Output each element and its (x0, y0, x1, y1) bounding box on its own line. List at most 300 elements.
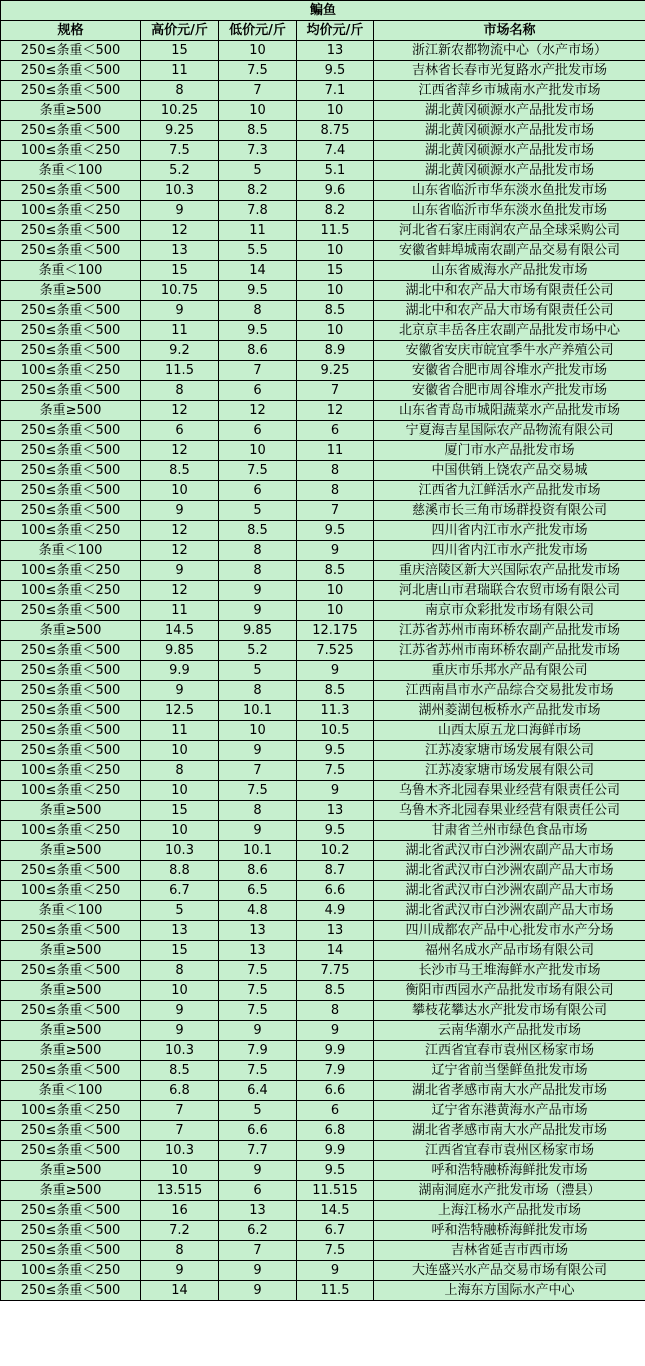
spec-cell: 250≤条重＜500 (1, 701, 141, 721)
spec-cell: 条重≥500 (1, 281, 141, 301)
header-avg-price: 均价元/斤 (297, 21, 374, 41)
market-name-cell: 江苏凌家塘市场发展有限公司 (374, 761, 645, 781)
high-price-cell: 10 (141, 1161, 219, 1181)
low-price-cell: 7 (219, 361, 297, 381)
avg-price-cell: 7.1 (297, 81, 374, 101)
spec-cell: 条重≥500 (1, 1181, 141, 1201)
table-row (1, 761, 645, 781)
avg-price-cell: 11.5 (297, 221, 374, 241)
market-name-cell: 四川成都农产品中心批发市水产分场 (374, 921, 645, 941)
low-price-cell: 7 (219, 81, 297, 101)
table-row (1, 1061, 645, 1081)
table-row (1, 241, 645, 261)
high-price-cell: 7 (141, 1101, 219, 1121)
market-name-cell: 云南华潮水产品批发市场 (374, 1021, 645, 1041)
market-name-cell: 河北省石家庄雨润农产品全球采购公司 (374, 221, 645, 241)
market-name-cell: 呼和浩特融桥海鲜批发市场 (374, 1161, 645, 1181)
spec-cell: 250≤条重＜500 (1, 961, 141, 981)
spec-cell: 250≤条重＜500 (1, 341, 141, 361)
market-name-cell: 福州名成水产品市场有限公司 (374, 941, 645, 961)
low-price-cell: 9 (219, 1261, 297, 1281)
table-row (1, 1101, 645, 1121)
avg-price-cell: 13 (297, 41, 374, 61)
table-row (1, 741, 645, 761)
table-title: 鳊鱼 (1, 1, 645, 21)
spec-cell: 250≤条重＜500 (1, 241, 141, 261)
avg-price-cell: 6.6 (297, 881, 374, 901)
high-price-cell: 11 (141, 721, 219, 741)
high-price-cell: 9.2 (141, 341, 219, 361)
avg-price-cell: 8.5 (297, 681, 374, 701)
high-price-cell: 14.5 (141, 621, 219, 641)
spec-cell: 250≤条重＜500 (1, 181, 141, 201)
table-row (1, 601, 645, 621)
spec-cell: 条重≥500 (1, 1161, 141, 1181)
market-name-cell: 山西太原五龙口海鲜市场 (374, 721, 645, 741)
high-price-cell: 15 (141, 941, 219, 961)
high-price-cell: 10 (141, 821, 219, 841)
low-price-cell: 5 (219, 1101, 297, 1121)
high-price-cell: 9.9 (141, 661, 219, 681)
avg-price-cell: 7.5 (297, 1241, 374, 1261)
table-row (1, 301, 645, 321)
market-name-cell: 大连盛兴水产品交易市场有限公司 (374, 1261, 645, 1281)
table-row (1, 581, 645, 601)
low-price-cell: 9 (219, 741, 297, 761)
avg-price-cell: 9.9 (297, 1141, 374, 1161)
high-price-cell: 12 (141, 581, 219, 601)
high-price-cell: 10 (141, 781, 219, 801)
header-high-price: 高价元/斤 (141, 21, 219, 41)
table-row (1, 901, 645, 921)
spec-cell: 250≤条重＜500 (1, 381, 141, 401)
avg-price-cell: 8.5 (297, 981, 374, 1001)
low-price-cell: 10.1 (219, 841, 297, 861)
market-name-cell: 乌鲁木齐北园春果业经营有限责任公司 (374, 781, 645, 801)
avg-price-cell: 7 (297, 501, 374, 521)
high-price-cell: 7 (141, 1121, 219, 1141)
high-price-cell: 7.5 (141, 141, 219, 161)
market-name-cell: 湖北黄冈硕源水产品批发市场 (374, 121, 645, 141)
avg-price-cell: 6 (297, 1101, 374, 1121)
high-price-cell: 15 (141, 41, 219, 61)
high-price-cell: 11 (141, 601, 219, 621)
spec-cell: 100≤条重＜250 (1, 1101, 141, 1121)
low-price-cell: 9 (219, 1021, 297, 1041)
avg-price-cell: 10 (297, 601, 374, 621)
low-price-cell: 6 (219, 421, 297, 441)
table-row (1, 801, 645, 821)
spec-cell: 250≤条重＜500 (1, 1241, 141, 1261)
avg-price-cell: 9 (297, 661, 374, 681)
avg-price-cell: 8.5 (297, 301, 374, 321)
spec-cell: 250≤条重＜500 (1, 1221, 141, 1241)
table-row (1, 281, 645, 301)
high-price-cell: 8.5 (141, 461, 219, 481)
header-spec: 规格 (1, 21, 141, 41)
market-name-cell: 江苏凌家塘市场发展有限公司 (374, 741, 645, 761)
high-price-cell: 10.75 (141, 281, 219, 301)
spec-cell: 250≤条重＜500 (1, 741, 141, 761)
low-price-cell: 4.8 (219, 901, 297, 921)
table-row (1, 1281, 645, 1301)
market-name-cell: 湖北黄冈硕源水产品批发市场 (374, 161, 645, 181)
market-name-cell: 湖南洞庭水产批发市场（澧县） (374, 1181, 645, 1201)
avg-price-cell: 9.5 (297, 521, 374, 541)
spec-cell: 条重≥500 (1, 1041, 141, 1061)
low-price-cell: 7 (219, 761, 297, 781)
low-price-cell: 6 (219, 381, 297, 401)
avg-price-cell: 6 (297, 421, 374, 441)
spec-cell: 100≤条重＜250 (1, 881, 141, 901)
spec-cell: 250≤条重＜500 (1, 681, 141, 701)
market-name-cell: 山东省青岛市城阳蔬菜水产品批发市场 (374, 401, 645, 421)
header-row (1, 21, 645, 41)
avg-price-cell: 11.5 (297, 1281, 374, 1301)
low-price-cell: 8 (219, 801, 297, 821)
avg-price-cell: 10 (297, 281, 374, 301)
avg-price-cell: 14 (297, 941, 374, 961)
spec-cell: 条重＜100 (1, 1081, 141, 1101)
table-row (1, 641, 645, 661)
high-price-cell: 9 (141, 301, 219, 321)
table-row (1, 721, 645, 741)
avg-price-cell: 8 (297, 1001, 374, 1021)
market-name-cell: 长沙市马王堆海鲜水产批发市场 (374, 961, 645, 981)
table-row (1, 541, 645, 561)
table-row (1, 941, 645, 961)
high-price-cell: 10.3 (141, 181, 219, 201)
market-name-cell: 乌鲁木齐北园春果业经营有限责任公司 (374, 801, 645, 821)
high-price-cell: 16 (141, 1201, 219, 1221)
table-row (1, 121, 645, 141)
table-row (1, 1241, 645, 1261)
market-name-cell: 江西南昌市水产品综合交易批发市场 (374, 681, 645, 701)
table-row (1, 181, 645, 201)
avg-price-cell: 11 (297, 441, 374, 461)
spec-cell: 条重＜100 (1, 541, 141, 561)
table-row (1, 1261, 645, 1281)
low-price-cell: 13 (219, 921, 297, 941)
spec-cell: 250≤条重＜500 (1, 441, 141, 461)
low-price-cell: 8.6 (219, 341, 297, 361)
spec-cell: 250≤条重＜500 (1, 1201, 141, 1221)
low-price-cell: 7.7 (219, 1141, 297, 1161)
table-row (1, 881, 645, 901)
market-name-cell: 攀枝花攀达水产批发市场有限公司 (374, 1001, 645, 1021)
table-body (1, 41, 645, 1301)
spec-cell: 250≤条重＜500 (1, 1121, 141, 1141)
table-row (1, 141, 645, 161)
spec-cell: 100≤条重＜250 (1, 781, 141, 801)
table-row (1, 561, 645, 581)
low-price-cell: 6.4 (219, 1081, 297, 1101)
market-name-cell: 衡阳市西园水产品批发市场有限公司 (374, 981, 645, 1001)
high-price-cell: 10.3 (141, 1141, 219, 1161)
market-name-cell: 湖北省武汉市白沙洲农副产品大市场 (374, 901, 645, 921)
spec-cell: 250≤条重＜500 (1, 1281, 141, 1301)
low-price-cell: 9 (219, 1281, 297, 1301)
low-price-cell: 7.9 (219, 1041, 297, 1061)
avg-price-cell: 15 (297, 261, 374, 281)
table-row (1, 701, 645, 721)
table-row (1, 441, 645, 461)
spec-cell: 条重＜100 (1, 901, 141, 921)
spec-cell: 250≤条重＜500 (1, 61, 141, 81)
market-name-cell: 江西省宜春市袁州区杨家市场 (374, 1041, 645, 1061)
table-row (1, 1021, 645, 1041)
table-row (1, 201, 645, 221)
market-name-cell: 江苏省苏州市南环桥农副产品批发市场 (374, 621, 645, 641)
market-name-cell: 湖北黄冈硕源水产品批发市场 (374, 101, 645, 121)
avg-price-cell: 6.8 (297, 1121, 374, 1141)
high-price-cell: 10.3 (141, 1041, 219, 1061)
spec-cell: 250≤条重＜500 (1, 301, 141, 321)
low-price-cell: 9 (219, 821, 297, 841)
high-price-cell: 5 (141, 901, 219, 921)
table-row (1, 481, 645, 501)
low-price-cell: 5 (219, 661, 297, 681)
market-name-cell: 甘肃省兰州市绿色食品市场 (374, 821, 645, 841)
spec-cell: 250≤条重＜500 (1, 461, 141, 481)
market-name-cell: 重庆涪陵区新大兴国际农产品批发市场 (374, 561, 645, 581)
low-price-cell: 8 (219, 561, 297, 581)
market-name-cell: 上海东方国际水产中心 (374, 1281, 645, 1301)
high-price-cell: 10.3 (141, 841, 219, 861)
market-name-cell: 山东省临沂市华东淡水鱼批发市场 (374, 181, 645, 201)
spec-cell: 条重≥500 (1, 401, 141, 421)
low-price-cell: 6.2 (219, 1221, 297, 1241)
market-name-cell: 宁夏海吉星国际农产品物流有限公司 (374, 421, 645, 441)
spec-cell: 250≤条重＜500 (1, 921, 141, 941)
spec-cell: 100≤条重＜250 (1, 581, 141, 601)
table-row (1, 681, 645, 701)
high-price-cell: 13.515 (141, 1181, 219, 1201)
low-price-cell: 7.5 (219, 1061, 297, 1081)
avg-price-cell: 9.5 (297, 1161, 374, 1181)
low-price-cell: 13 (219, 1201, 297, 1221)
avg-price-cell: 7.75 (297, 961, 374, 981)
spec-cell: 条重≥500 (1, 1021, 141, 1041)
high-price-cell: 6.8 (141, 1081, 219, 1101)
high-price-cell: 12 (141, 521, 219, 541)
table-row (1, 161, 645, 181)
low-price-cell: 7.5 (219, 981, 297, 1001)
high-price-cell: 8.8 (141, 861, 219, 881)
spec-cell: 100≤条重＜250 (1, 521, 141, 541)
market-name-cell: 江西省九江鲜活水产品批发市场 (374, 481, 645, 501)
market-name-cell: 辽宁省前当堡鲜鱼批发市场 (374, 1061, 645, 1081)
high-price-cell: 5.2 (141, 161, 219, 181)
high-price-cell: 9.25 (141, 121, 219, 141)
spec-cell: 条重≥500 (1, 841, 141, 861)
low-price-cell: 5.5 (219, 241, 297, 261)
low-price-cell: 9.5 (219, 321, 297, 341)
low-price-cell: 10 (219, 441, 297, 461)
low-price-cell: 5.2 (219, 641, 297, 661)
avg-price-cell: 9.9 (297, 1041, 374, 1061)
low-price-cell: 9.85 (219, 621, 297, 641)
market-name-cell: 安徽省合肥市周谷堆水产批发市场 (374, 361, 645, 381)
spec-cell: 250≤条重＜500 (1, 601, 141, 621)
market-name-cell: 湖州菱湖包板桥水产品批发市场 (374, 701, 645, 721)
high-price-cell: 9 (141, 561, 219, 581)
avg-price-cell: 8 (297, 481, 374, 501)
market-name-cell: 厦门市水产品批发市场 (374, 441, 645, 461)
market-name-cell: 湖北中和农产品大市场有限责任公司 (374, 301, 645, 321)
avg-price-cell: 10.2 (297, 841, 374, 861)
table-row (1, 861, 645, 881)
spec-cell: 250≤条重＜500 (1, 661, 141, 681)
spec-cell: 250≤条重＜500 (1, 41, 141, 61)
high-price-cell: 9 (141, 1001, 219, 1021)
avg-price-cell: 10 (297, 581, 374, 601)
high-price-cell: 10.25 (141, 101, 219, 121)
market-name-cell: 安徽省安庆市皖宜季牛水产养殖公司 (374, 341, 645, 361)
market-name-cell: 吉林省长春市光复路水产批发市场 (374, 61, 645, 81)
low-price-cell: 9 (219, 1161, 297, 1181)
avg-price-cell: 10.5 (297, 721, 374, 741)
high-price-cell: 13 (141, 921, 219, 941)
table-row (1, 1001, 645, 1021)
high-price-cell: 7.2 (141, 1221, 219, 1241)
table-row (1, 501, 645, 521)
market-name-cell: 山东省威海水产品批发市场 (374, 261, 645, 281)
spec-cell: 条重≥500 (1, 621, 141, 641)
avg-price-cell: 8.2 (297, 201, 374, 221)
avg-price-cell: 7 (297, 381, 374, 401)
market-name-cell: 安徽省蚌埠城南农副产品交易有限公司 (374, 241, 645, 261)
market-name-cell: 湖北省武汉市白沙洲农副产品大市场 (374, 861, 645, 881)
high-price-cell: 11.5 (141, 361, 219, 381)
table-row (1, 81, 645, 101)
spec-cell: 250≤条重＜500 (1, 721, 141, 741)
spec-cell: 250≤条重＜500 (1, 501, 141, 521)
low-price-cell: 9 (219, 581, 297, 601)
high-price-cell: 11 (141, 321, 219, 341)
spec-cell: 250≤条重＜500 (1, 861, 141, 881)
market-name-cell: 湖北省武汉市白沙洲农副产品大市场 (374, 841, 645, 861)
avg-price-cell: 8.7 (297, 861, 374, 881)
low-price-cell: 6.5 (219, 881, 297, 901)
table-row (1, 401, 645, 421)
avg-price-cell: 9.5 (297, 741, 374, 761)
spec-cell: 250≤条重＜500 (1, 81, 141, 101)
table-row (1, 261, 645, 281)
spec-cell: 250≤条重＜500 (1, 321, 141, 341)
low-price-cell: 9.5 (219, 281, 297, 301)
low-price-cell: 8 (219, 681, 297, 701)
market-name-cell: 四川省内江市水产批发市场 (374, 521, 645, 541)
table-row (1, 341, 645, 361)
high-price-cell: 12 (141, 441, 219, 461)
table-row (1, 1221, 645, 1241)
avg-price-cell: 9 (297, 1021, 374, 1041)
high-price-cell: 12.5 (141, 701, 219, 721)
market-name-cell: 北京京丰岳各庄农副产品批发市场中心 (374, 321, 645, 341)
high-price-cell: 8 (141, 1241, 219, 1261)
spec-cell: 250≤条重＜500 (1, 121, 141, 141)
avg-price-cell: 7.9 (297, 1061, 374, 1081)
header-low-price: 低价元/斤 (219, 21, 297, 41)
spec-cell: 250≤条重＜500 (1, 641, 141, 661)
market-name-cell: 安徽省合肥市周谷堆水产批发市场 (374, 381, 645, 401)
spec-cell: 条重＜100 (1, 261, 141, 281)
avg-price-cell: 9.25 (297, 361, 374, 381)
market-name-cell: 吉林省延吉市西市场 (374, 1241, 645, 1261)
low-price-cell: 7.3 (219, 141, 297, 161)
table-row (1, 41, 645, 61)
market-name-cell: 呼和浩特融桥海鲜批发市场 (374, 1221, 645, 1241)
high-price-cell: 9 (141, 681, 219, 701)
avg-price-cell: 8 (297, 461, 374, 481)
table-row (1, 321, 645, 341)
low-price-cell: 10.1 (219, 701, 297, 721)
avg-price-cell: 14.5 (297, 1201, 374, 1221)
avg-price-cell: 8.9 (297, 341, 374, 361)
low-price-cell: 7 (219, 1241, 297, 1261)
low-price-cell: 6 (219, 481, 297, 501)
table-row (1, 221, 645, 241)
avg-price-cell: 10 (297, 241, 374, 261)
low-price-cell: 7.5 (219, 61, 297, 81)
table-row (1, 781, 645, 801)
avg-price-cell: 9.6 (297, 181, 374, 201)
market-name-cell: 湖北黄冈硕源水产品批发市场 (374, 141, 645, 161)
avg-price-cell: 11.3 (297, 701, 374, 721)
spec-cell: 条重≥500 (1, 101, 141, 121)
low-price-cell: 10 (219, 101, 297, 121)
spec-cell: 100≤条重＜250 (1, 361, 141, 381)
table-row (1, 1161, 645, 1181)
low-price-cell: 7.8 (219, 201, 297, 221)
high-price-cell: 10 (141, 741, 219, 761)
high-price-cell: 8.5 (141, 1061, 219, 1081)
low-price-cell: 8.5 (219, 121, 297, 141)
high-price-cell: 9 (141, 1261, 219, 1281)
table-row (1, 1041, 645, 1061)
market-name-cell: 慈溪市长三角市场群投资有限公司 (374, 501, 645, 521)
table-row (1, 661, 645, 681)
high-price-cell: 9 (141, 1021, 219, 1041)
market-name-cell: 重庆市乐邦水产品有限公司 (374, 661, 645, 681)
table-row (1, 1121, 645, 1141)
spec-cell: 100≤条重＜250 (1, 561, 141, 581)
avg-price-cell: 9 (297, 781, 374, 801)
avg-price-cell: 9 (297, 541, 374, 561)
market-name-cell: 山东省临沂市华东淡水鱼批发市场 (374, 201, 645, 221)
high-price-cell: 8 (141, 761, 219, 781)
high-price-cell: 12 (141, 401, 219, 421)
high-price-cell: 8 (141, 381, 219, 401)
spec-cell: 条重≥500 (1, 981, 141, 1001)
avg-price-cell: 8.5 (297, 561, 374, 581)
low-price-cell: 12 (219, 401, 297, 421)
table-row (1, 61, 645, 81)
spec-cell: 250≤条重＜500 (1, 221, 141, 241)
market-name-cell: 江西省萍乡市城南水产批发市场 (374, 81, 645, 101)
low-price-cell: 8.2 (219, 181, 297, 201)
market-name-cell: 四川省内江市水产批发市场 (374, 541, 645, 561)
market-name-cell: 湖北中和农产品大市场有限责任公司 (374, 281, 645, 301)
avg-price-cell: 9.5 (297, 821, 374, 841)
spec-cell: 100≤条重＜250 (1, 201, 141, 221)
high-price-cell: 9.85 (141, 641, 219, 661)
low-price-cell: 6 (219, 1181, 297, 1201)
table-row (1, 1181, 645, 1201)
high-price-cell: 13 (141, 241, 219, 261)
low-price-cell: 8 (219, 541, 297, 561)
